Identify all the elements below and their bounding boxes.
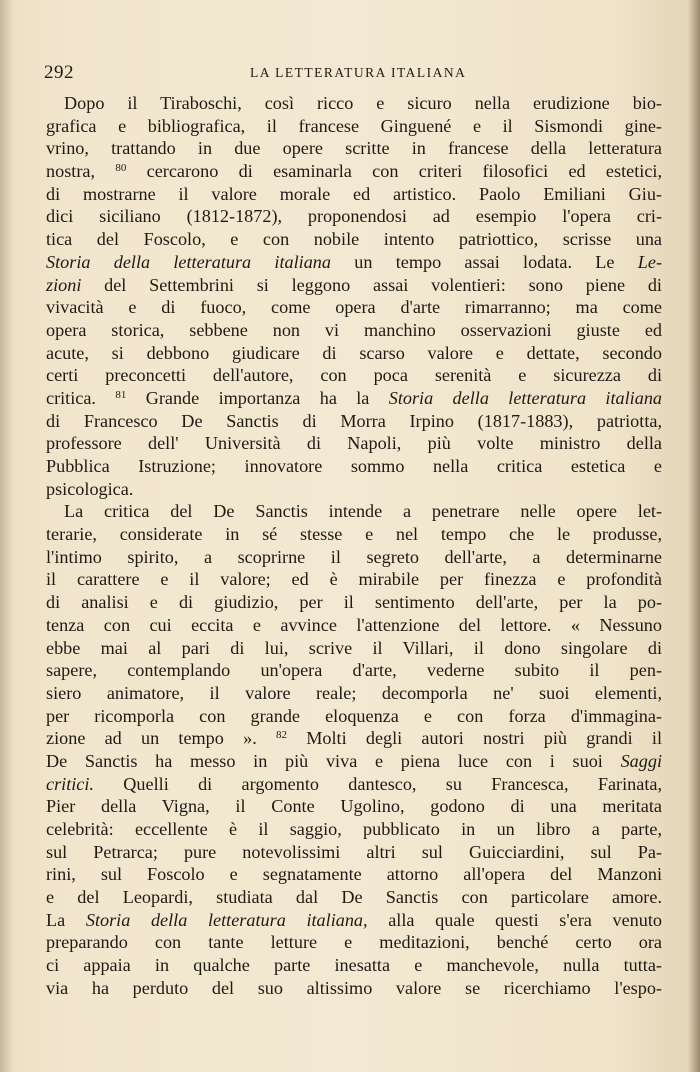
footnote-ref: 82 xyxy=(275,729,287,742)
gutter-shadow xyxy=(0,0,14,1072)
text-segment: terarie, considerate in sé stesse e nel tempo che le produsse, xyxy=(46,524,662,545)
text-segment: di Francesco De Sanctis di Morra Irpino (1817-1883), patriotta, xyxy=(46,410,662,431)
italic-text: Storia della letteratura italiana xyxy=(388,387,663,408)
text-line xyxy=(46,727,662,750)
text-line xyxy=(46,591,662,614)
text-segment: psicologica. xyxy=(46,478,134,499)
text-line xyxy=(46,137,662,160)
text-segment: preparando con tante letture e meditazioni, benché certo ora xyxy=(46,932,662,953)
text-line xyxy=(46,977,662,1000)
text-segment: vivacità e di fuoco, come opera d'arte rimarranno; ma come xyxy=(46,297,662,318)
text-segment: La xyxy=(46,909,86,930)
text-segment: zione ad un tempo ». xyxy=(46,728,276,749)
text-line xyxy=(46,954,662,977)
text-line xyxy=(46,387,662,410)
text-line xyxy=(46,478,662,501)
text-segment: di analisi e di giudizio, per il sentimento dell'arte, per la po- xyxy=(46,592,662,613)
text-segment: ci appaia in qualche parte inesatta e manchevole, nulla tutta- xyxy=(46,955,662,976)
page-number: 292 xyxy=(44,62,74,83)
text-segment: sul Petrarca; pure notevolissimi altri sul Guicciardini, sul Pa- xyxy=(46,841,662,862)
text-segment: un tempo assai lodata. Le xyxy=(331,251,638,272)
text-line xyxy=(46,705,662,728)
text-line xyxy=(46,364,662,387)
text-line xyxy=(46,546,662,569)
text-line xyxy=(46,795,662,818)
text-line xyxy=(46,523,662,546)
text-line xyxy=(46,319,662,342)
text-segment: cercarono di esaminarla con criteri filosofici ed estetici, xyxy=(126,161,662,182)
text-segment: grafica e bibliografica, il francese Ginguené e il Sismondi gine- xyxy=(46,115,662,136)
text-line xyxy=(46,886,662,909)
text-line xyxy=(46,410,662,433)
text-line xyxy=(46,274,662,297)
text-line xyxy=(46,296,662,319)
text-segment: opera storica, sebbene non vi manchino osservazioni giuste ed xyxy=(46,319,662,340)
text-line xyxy=(46,863,662,886)
text-line xyxy=(46,432,662,455)
text-line xyxy=(46,773,662,796)
page-edge-shadow xyxy=(688,0,700,1072)
text-segment: acute, si debbono giudicare di scarso valore e dettate, secondo xyxy=(46,342,662,363)
text-segment: certi preconcetti dell'autore, con poca serenità e sicurezza di xyxy=(46,365,662,386)
text-line xyxy=(46,115,662,138)
italic-text: Saggi xyxy=(620,750,662,771)
text-segment: Grande importanza ha la xyxy=(126,387,389,408)
italic-text: Le- xyxy=(637,251,662,272)
text-segment: tenza con cui eccita e avvince l'attenzione del lettore. « Nessuno xyxy=(46,614,662,635)
text-segment: critica. xyxy=(46,387,116,408)
text-segment: Molti degli autori nostri più grandi il xyxy=(286,728,662,749)
text-line xyxy=(46,659,662,682)
text-segment: nostra, xyxy=(46,161,116,182)
text-segment: di mostrarne il valore morale ed artistico. Paolo Emiliani Giu- xyxy=(46,183,662,204)
text-line xyxy=(46,931,662,954)
text-segment: sapere, contemplando un'opera d'arte, vederne subito il pen- xyxy=(46,660,662,681)
text-line xyxy=(46,909,662,932)
text-segment: celebrità: eccellente è il saggio, pubblicato in un libro a parte, xyxy=(46,819,662,839)
text-line xyxy=(46,251,662,274)
text-line xyxy=(46,183,662,206)
text-line xyxy=(46,160,662,183)
text-line xyxy=(46,228,662,251)
text-segment: vrino, trattando in due opere scritte in francese della letteratura xyxy=(46,138,662,159)
page-header xyxy=(44,62,662,84)
text-segment: siero animatore, il valore reale; decomporla ne' suoi elementi, xyxy=(46,682,662,703)
text-segment: professore dell' Università di Napoli, più volte ministro della xyxy=(46,433,662,454)
italic-text: Storia della letteratura italiana, xyxy=(85,909,368,930)
text-segment: rini, sul Foscolo e segnatamente attorno all'opera del Manzoni xyxy=(46,864,662,885)
text-line xyxy=(46,682,662,705)
italic-text: critici. xyxy=(46,773,94,794)
running-head: LA LETTERATURA ITALIANA xyxy=(250,65,467,80)
text-line xyxy=(46,342,662,365)
text-line xyxy=(46,205,662,228)
text-segment: del Settembrini si leggono assai volentieri: sono piene di xyxy=(81,274,662,295)
text-segment: per ricomporla con grande eloquenza e con forza d'immagina- xyxy=(46,705,662,726)
italic-text: zioni xyxy=(46,274,82,295)
text-segment: Dopo il Tiraboschi, così ricco e sicuro nella erudizione bio- xyxy=(64,93,662,113)
body-text xyxy=(46,92,662,1000)
text-segment: via ha perduto del suo altissimo valore se ricerchiamo l'espo- xyxy=(46,977,662,998)
text-segment: tica del Foscolo, e con nobile intento patriottico, scrisse una xyxy=(46,229,662,250)
text-line xyxy=(46,568,662,591)
text-line xyxy=(46,614,662,637)
text-segment: dici siciliano (1812-1872), proponendosi ad esempio l'opera cri- xyxy=(46,206,662,227)
text-line xyxy=(46,841,662,864)
text-segment: Quelli di argomento dantesco, su Francesca, Farinata, xyxy=(93,773,662,794)
text-line xyxy=(46,500,662,523)
italic-text: Storia della letteratura italiana xyxy=(46,251,331,272)
text-segment: l'intimo spirito, a scoprirne il segreto dell'arte, a determinarne xyxy=(46,546,662,567)
footnote-ref: 80 xyxy=(115,162,127,175)
text-segment: alla quale questi s'era venuto xyxy=(367,909,662,930)
text-segment: ebbe mai al pari di lui, scrive il Villari, il dono singolare di xyxy=(46,637,662,658)
text-segment: Pier della Vigna, il Conte Ugolino, godono di una meritata xyxy=(46,796,662,817)
text-line xyxy=(46,455,662,478)
text-segment: Pubblica Istruzione; innovatore sommo nella critica estetica e xyxy=(46,456,662,476)
text-line xyxy=(46,92,662,115)
text-line xyxy=(46,750,662,773)
text-line xyxy=(46,818,662,841)
text-segment: e del Leopardi, studiata dal De Sanctis con particolare amore. xyxy=(46,887,662,908)
footnote-ref: 81 xyxy=(115,388,127,401)
text-line xyxy=(46,637,662,660)
text-segment: La critica del De Sanctis intende a penetrare nelle opere let- xyxy=(64,501,662,522)
text-segment: De Sanctis ha messo in più viva e piena luce con i suoi xyxy=(46,750,621,771)
text-segment: il carattere e il valore; ed è mirabile per finezza e profondità xyxy=(46,569,662,590)
